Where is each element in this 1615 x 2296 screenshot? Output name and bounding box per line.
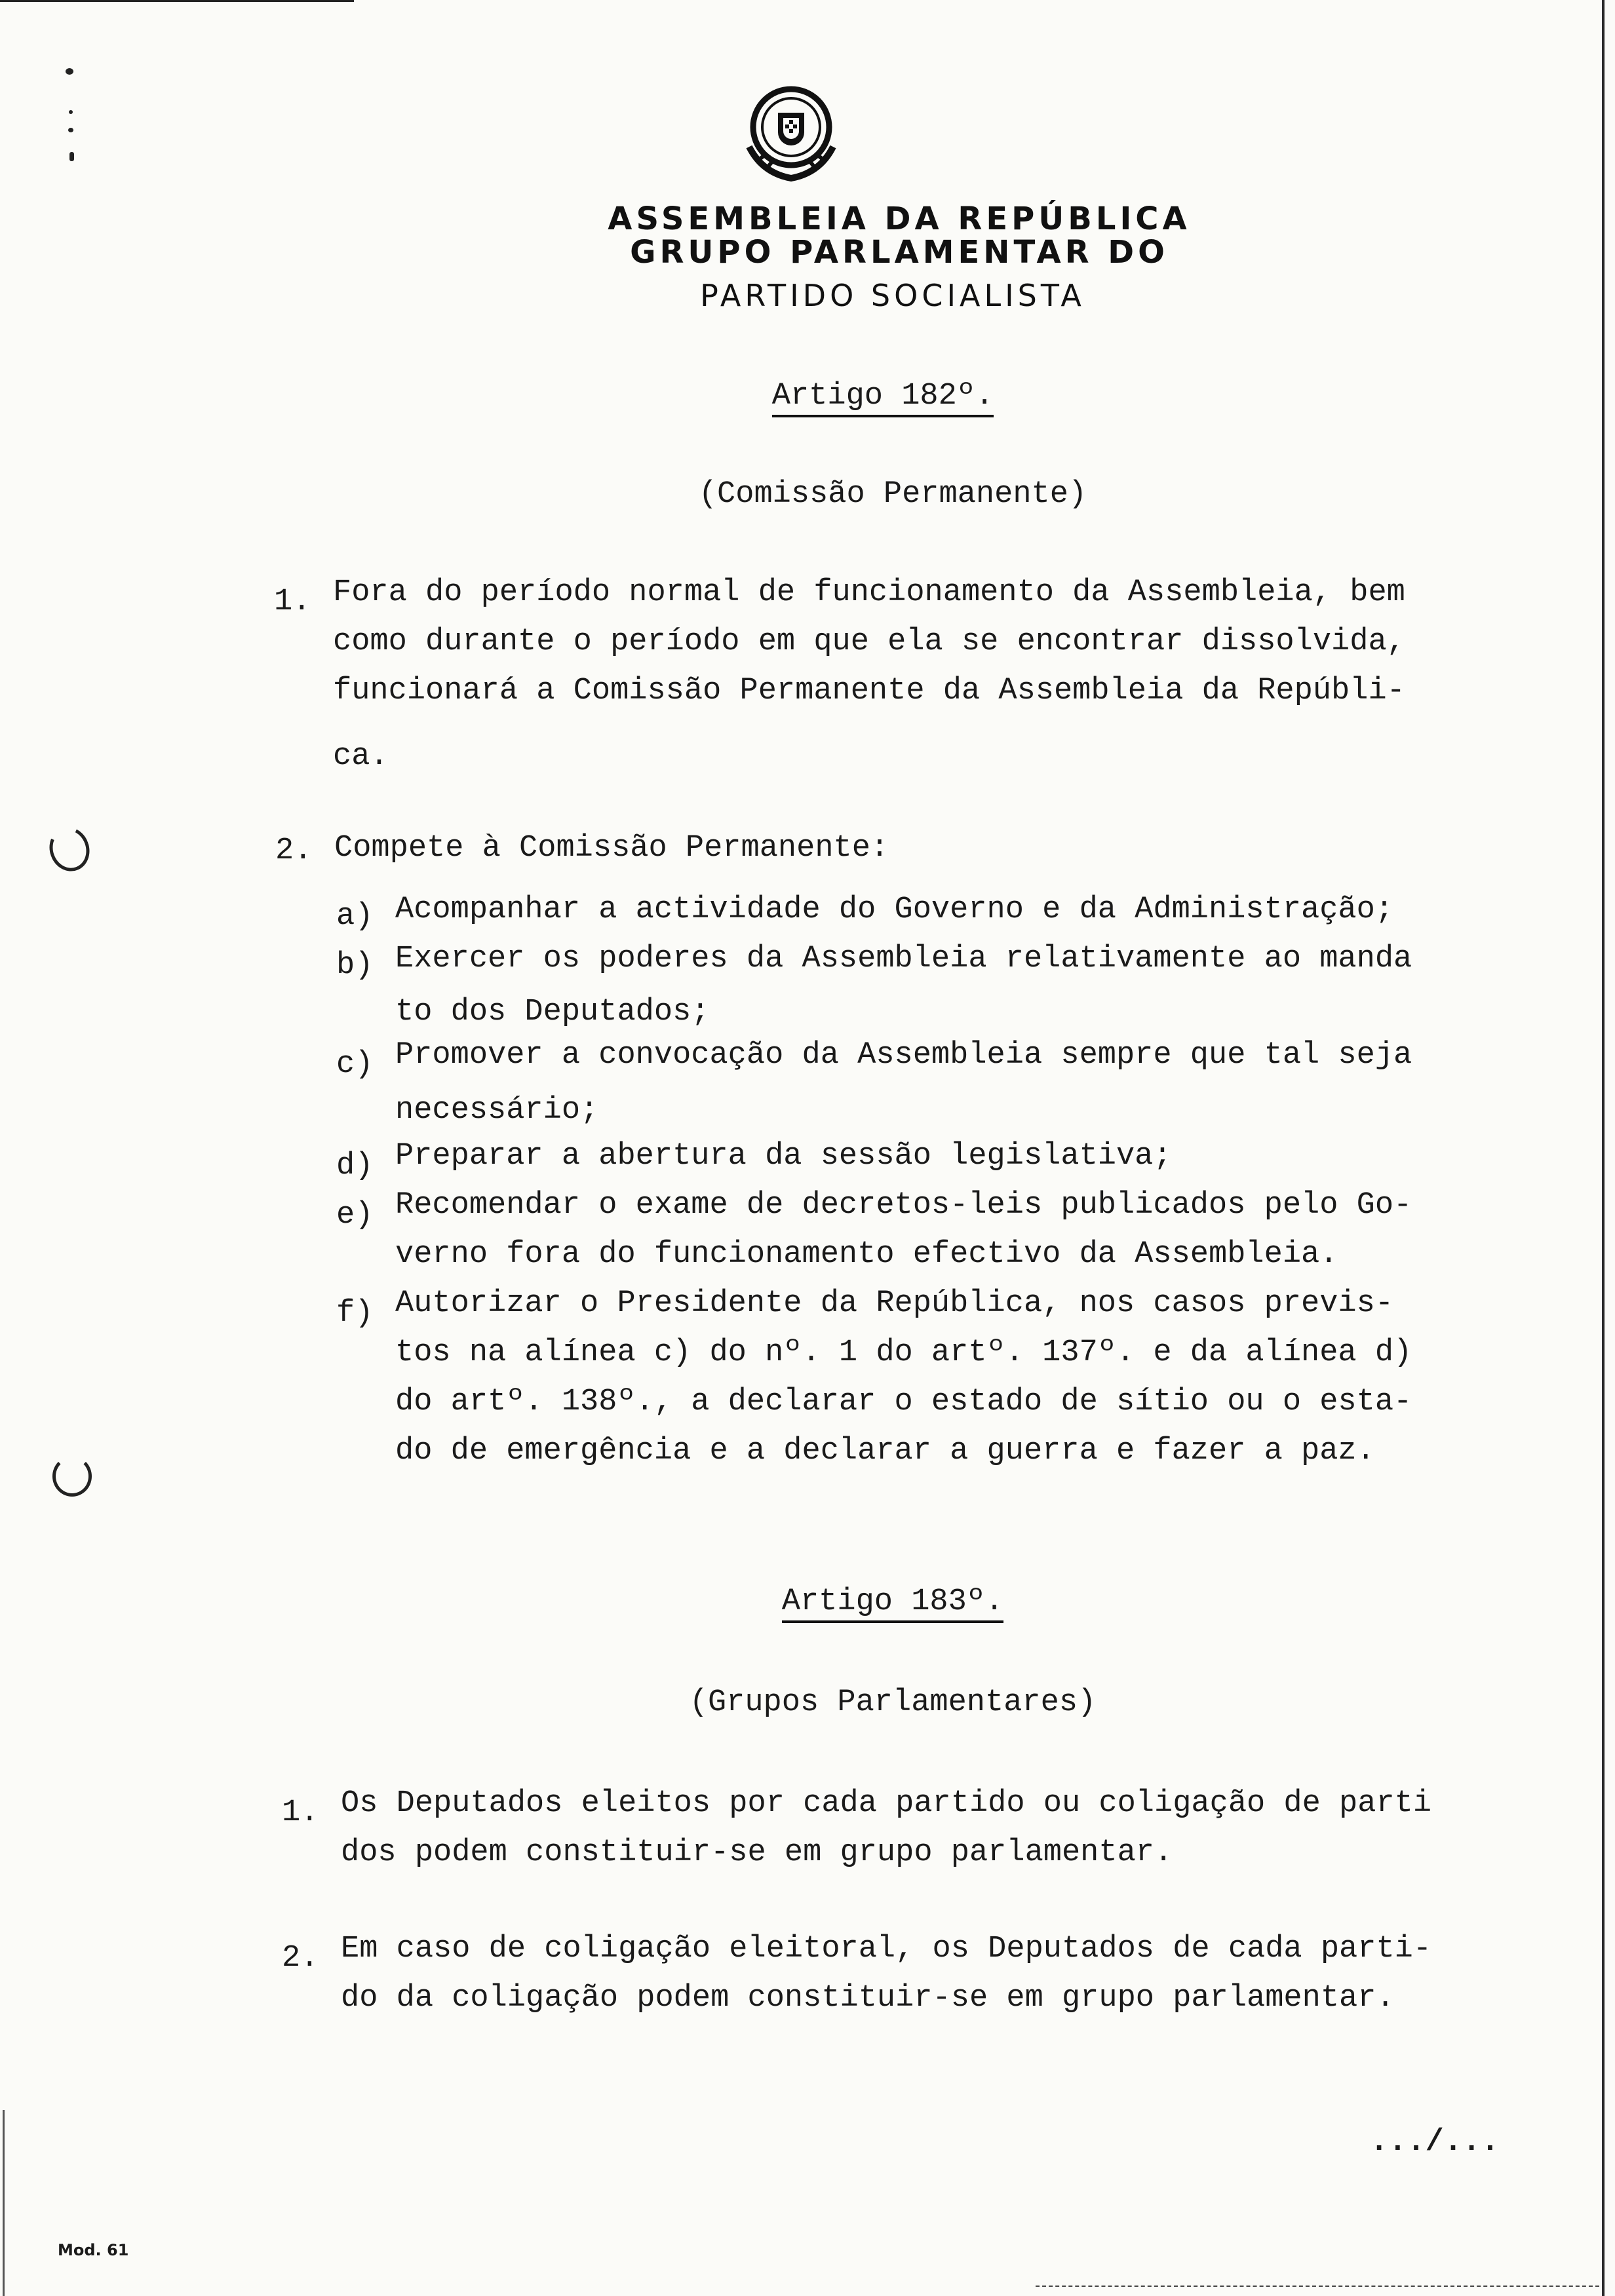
paragraph-number: 2. xyxy=(282,1941,319,1976)
paragraph-number: 2. xyxy=(275,833,313,868)
item-letter: c) xyxy=(336,1047,374,1082)
paragraph-line: Em caso de coligação eleitoral, os Deputados de cada parti- xyxy=(341,1932,1432,1966)
paragraph-number: 1. xyxy=(274,584,311,619)
paragraph-line: dos podem constituir-se em grupo parlamentar. xyxy=(341,1835,1173,1870)
top-edge-line xyxy=(0,0,354,2)
article-183-title-text: Artigo 183º. xyxy=(782,1584,1003,1623)
paragraph-line: Os Deputados eleitos por cada partido ou coligação de parti xyxy=(341,1786,1432,1821)
continuation-marker: .../... xyxy=(1370,2125,1500,2160)
paragraph-line: ca. xyxy=(333,739,389,774)
scan-dot xyxy=(66,68,73,75)
paragraph-intro: Compete à Comissão Permanente: xyxy=(334,831,889,866)
paragraph-line: como durante o período em que ela se encontrar dissolvida, xyxy=(333,624,1405,659)
article-182-title xyxy=(0,379,1615,413)
form-model-label: Mod. 61 xyxy=(58,2241,129,2259)
item-line: Promover a convocação da Assembleia sempre que tal seja xyxy=(395,1038,1412,1073)
article-183-subtitle: (Grupos Parlamentares) xyxy=(689,1685,1097,1720)
item-letter: f) xyxy=(336,1296,374,1331)
item-line: verno fora do funcionamento efectivo da Assembleia. xyxy=(395,1237,1338,1272)
item-line: necessário; xyxy=(395,1093,599,1128)
item-line: Acompanhar a actividade do Governo e da Administração; xyxy=(395,892,1394,927)
paragraph-line: do da coligação podem constituir-se em grupo parlamentar. xyxy=(341,1981,1395,2016)
coat-of-arms-emblem xyxy=(737,84,846,190)
left-page-edge xyxy=(3,2110,5,2296)
bottom-edge-line xyxy=(1036,2286,1599,2288)
item-letter: b) xyxy=(336,948,374,983)
right-page-edge xyxy=(1602,0,1605,2296)
scan-dot xyxy=(69,152,74,161)
binder-hole-mark xyxy=(43,822,96,877)
item-line: Preparar a abertura da sessão legislativa; xyxy=(395,1139,1172,1174)
article-183-title xyxy=(0,1584,1615,1619)
article-182-subtitle: (Comissão Permanente) xyxy=(698,477,1087,512)
item-line: Autorizar o Presidente da República, nos casos previs- xyxy=(395,1286,1394,1321)
item-letter: e) xyxy=(336,1198,374,1233)
item-line: Exercer os poderes da Assembleia relativamente ao manda xyxy=(395,942,1412,976)
paragraph-line: funcionará a Comissão Permanente da Assembleia da Repúbli- xyxy=(333,674,1405,708)
header-party-name: PARTIDO SOCIALISTA xyxy=(700,278,1085,313)
item-letter: d) xyxy=(336,1149,374,1183)
paragraph-line: Fora do período normal de funcionamento da Assembleia, bem xyxy=(333,575,1405,610)
binder-hole-mark xyxy=(52,1456,92,1497)
item-line: Recomendar o exame de decretos-leis publicados pelo Go- xyxy=(395,1188,1412,1223)
item-line: to dos Deputados; xyxy=(395,995,710,1029)
paragraph-number: 1. xyxy=(282,1795,319,1830)
article-182-title-text: Artigo 182º. xyxy=(772,379,994,417)
item-letter: a) xyxy=(336,899,374,934)
scan-dot xyxy=(68,128,73,132)
header-assembly-name: ASSEMBLEIA DA REPÚBLICA xyxy=(608,201,1191,237)
item-line: do de emergência e a declarar a guerra e fazer a paz. xyxy=(395,1434,1375,1468)
item-line: do artº. 138º., a declarar o estado de sítio ou o esta- xyxy=(395,1385,1412,1419)
item-line: tos na alínea c) do nº. 1 do artº. 137º. e da alínea d) xyxy=(395,1335,1412,1370)
header-parliamentary-group: GRUPO PARLAMENTAR DO xyxy=(630,234,1169,271)
scan-dot xyxy=(69,110,73,114)
